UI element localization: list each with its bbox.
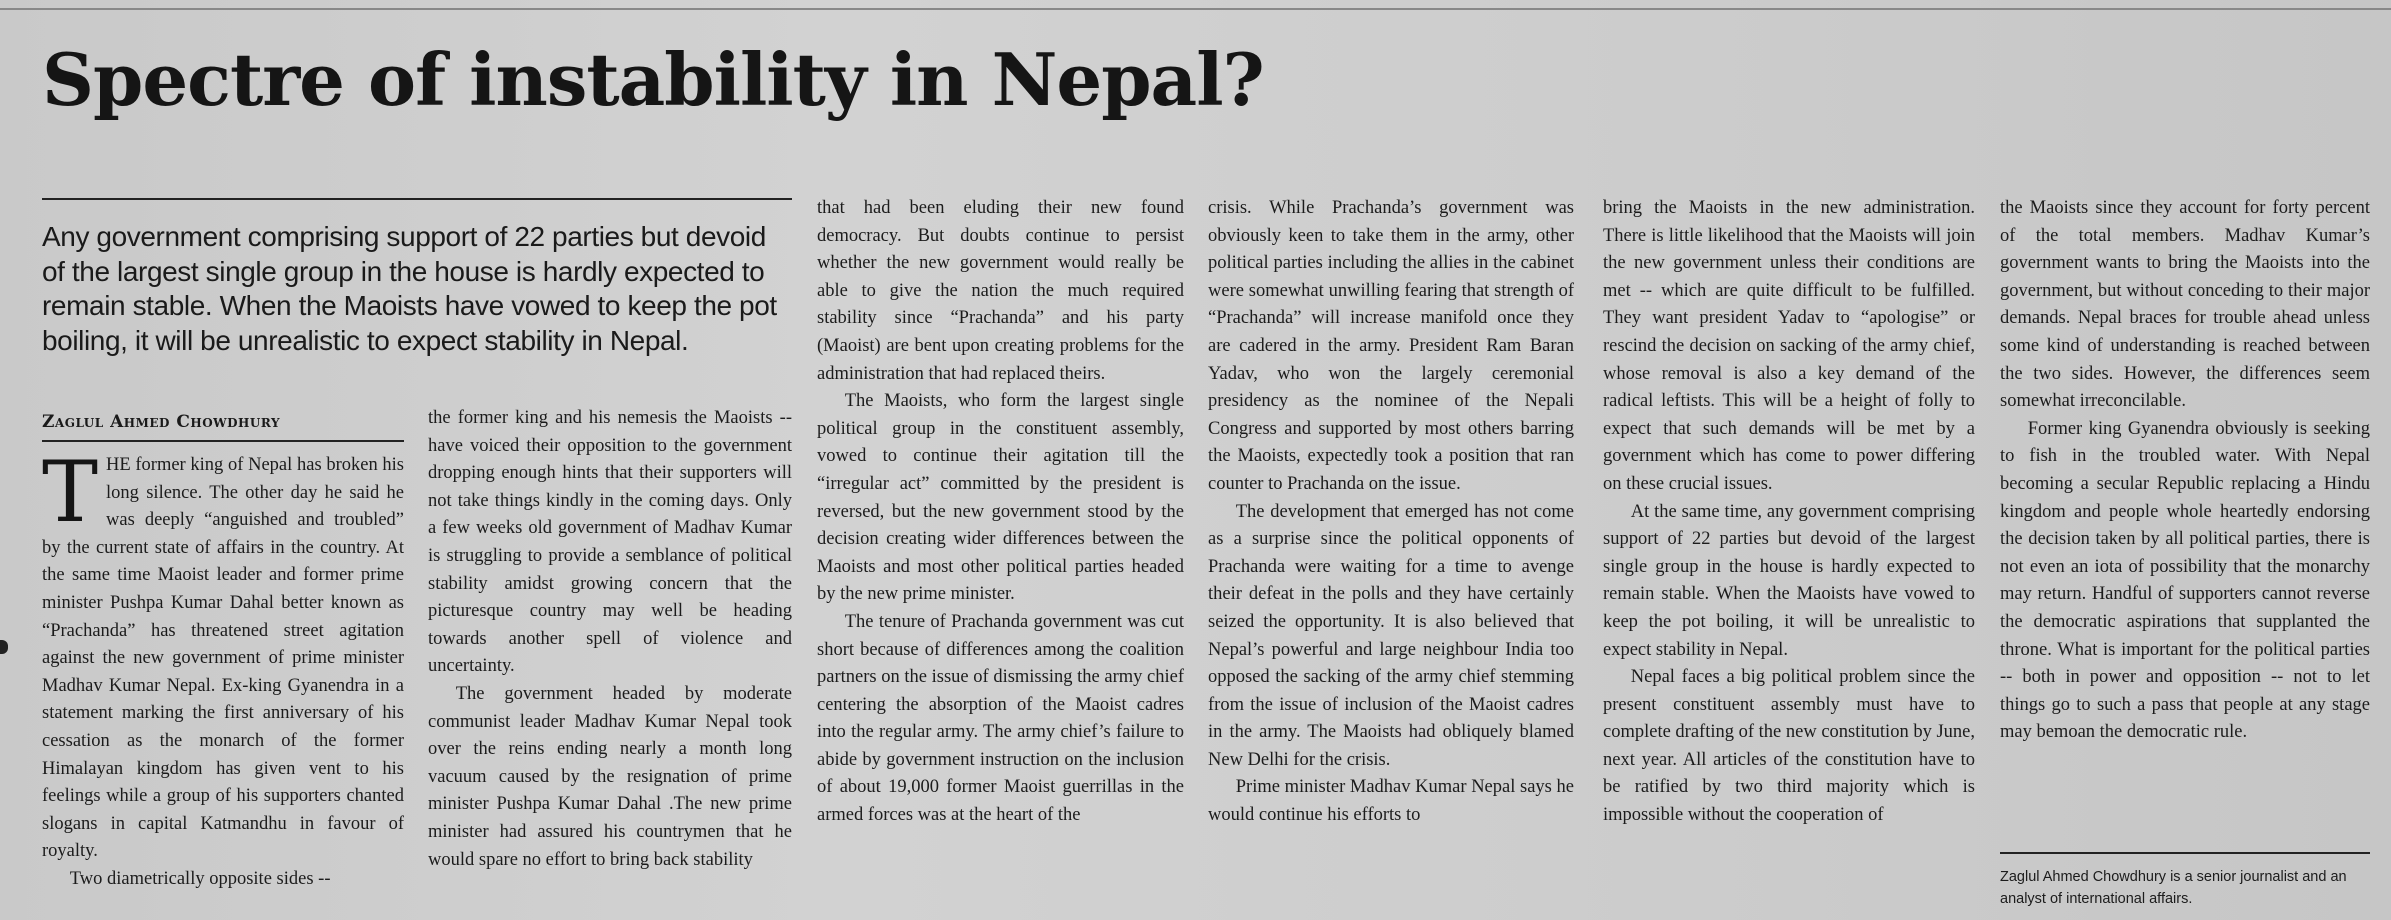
- article-column-6: [2000, 195, 2370, 845]
- paragraph: crisis. While Prachanda’s government was obviously keen to take them in the army, other political parties including the allies in the cabinet were somewhat unwilling fearing that strength of “Prachanda” will increase manifold once they are cadered in the army. President Ram Baran Yadav, who won the largely ceremonial presidency as the nominee of the Nepali Congress and supported by most others barring the Maoists, expectedly took a position that ran counter to Prachanda on the issue.: [1208, 198, 1574, 494]
- article-column-2: [428, 405, 792, 920]
- paragraph: that had been eluding their new found democracy. But doubts continue to persist whether the new government would really be able to give the nation the much required stability since “Prachanda” and his party (Maoist) are bent upon creating problems for the administration that had replaced theirs.: [817, 198, 1184, 384]
- page-edge-mark: [0, 640, 8, 654]
- paragraph: Former king Gyanendra obviously is seeking to fish in the troubled water. With Nepal becoming a secular Republic replacing a Hindu kingdom and people whole heartedly endorsing the decision taken by all political parties, there is not even an iota of possibility that the monarchy may return. Handful of supporters cannot reverse the democratic aspirations that supplanted the throne. What is important for the political parties -- both in power and opposition -- not to let things go to such a pass that people at any stage may bemoan the democratic rule.: [2000, 418, 2370, 743]
- author-bio: Zaglul Ahmed Chowdhury is a senior journalist and an analyst of international affairs.: [2000, 869, 2347, 907]
- article-column-1: [42, 452, 404, 920]
- paragraph: the Maoists since they account for forty percent of the total members. Madhav Kumar’s government wants to bring the Maoists into the government, but without conceding to their major demands. Nepal braces for trouble ahead unless some kind of understanding is reached between the two sides. However, the differences seem somewhat irreconcilable.: [2000, 198, 2370, 412]
- paragraph: Two diametrically opposite sides --: [69, 868, 331, 889]
- article-column-5: [1603, 195, 1975, 920]
- paragraph: The development that emerged has not come as a surprise since the political opponents of Prachanda were waiting for a time to avenge their defeat in the polls and they have certainly seized the opportunity. It is also believed that Nepal’s powerful and large neighbour India too opposed the sacking of the army chief stemming from the issue of inclusion of the Maoist cadres in the army. The Maoists had obliquely blamed New Delhi for the crisis.: [1208, 501, 1574, 770]
- paragraph: The government headed by moderate communist leader Madhav Kumar Nepal took over the reins ending nearly a month long vacuum caused by the resignation of prime minister Pushpa Kumar Dahal .The new prime minister had assured his countrymen that he would spare no effort to bring back stability: [428, 683, 792, 870]
- deck-top-rule: [42, 198, 792, 200]
- paragraph: [42, 452, 404, 866]
- paragraph: the former king and his nemesis the Maoists -- have voiced their opposition to the government dropping enough hints that their supporters will not take things kindly in the coming days. Only a few weeks old government of Madhav Kumar is struggling to provide a semblance of political stability amidst growing concern that the picturesque country may well be heading towards another spell of violence and uncertainty.: [428, 408, 792, 677]
- paragraph: At the same time, any government comprising support of 22 parties but devoid of the largest single group in the house is hardly expected to remain stable. When the Maoists have vowed to keep the pot boiling, it will be unrealistic to expect stability in Nepal.: [1603, 501, 1975, 660]
- drop-cap: T: [42, 452, 99, 541]
- paragraph: The tenure of Prachanda government was cut short because of differences among the coalition partners on the issue of dismissing the army chief centering the absorption of the Maoist cadres into the regular army. The army chief’s failure to abide by government instruction on the inclusion of about 19,000 former Maoist guerrillas in the armed forces was at the heart of the: [817, 611, 1184, 826]
- bio-rule: [2000, 852, 2370, 854]
- byline-rule: [42, 440, 404, 442]
- paragraph: Prime minister Madhav Kumar Nepal says he would continue his efforts to: [1208, 777, 1574, 826]
- paragraph-text: HE former king of Nepal has broken his long silence. The other day he said he was deeply “anguished and troubled” by the current state of affairs in the country. At the same time Maoist leader and former prime minister Pushpa Kumar Dahal better known as “Prachanda” has threatened street agitation against the new government of prime minister Madhav Kumar Nepal. Ex-king Gyanendra in a statement marking the first anniversary of his cessation as the monarch of the former Himalayan kingdom has given vent to his feelings while a group of his supporters chanted slogans in capital Katmandhu in favour of royalty.: [42, 455, 404, 862]
- page-top-rule: [0, 8, 2391, 10]
- byline: Zaglul Ahmed Chowdhury: [42, 412, 281, 432]
- paragraph: Nepal faces a big political problem since the present constituent assembly must have to complete drafting of the new constitution by June, next year. All articles of the constitution have to be ratified by two third majority which is impossible without the cooperation of: [1603, 667, 1975, 826]
- paragraph: The Maoists, who form the largest single political group in the constituent assembly, vowed to continue their agitation till the “irregular act” committed by the president is reversed, but the new government stood by the decision creating wider differences between the Maoists and most other political parties headed by the new prime minister.: [817, 391, 1184, 605]
- article-column-3: [817, 195, 1184, 920]
- paragraph: bring the Maoists in the new administration. There is little likelihood that the Maoists will join the new government unless their conditions are met -- which are quite difficult to be fulfilled. They want president Yadav to “apologise” or rescind the decision on sacking of the army chief, whose removal is also a key demand of the radical leftists. This will be a height of folly to expect that such demands will be met by a government which has come to power differing on these crucial issues.: [1603, 198, 1975, 494]
- article-column-4: [1208, 195, 1574, 920]
- deck-summary: Any government comprising support of 22 parties but devoid of the largest single group in the house is hardly expected to remain stable. When the Maoists have vowed to keep the pot boiling, it will be unrealistic to expect stability in Nepal.: [42, 221, 777, 356]
- headline: Spectre of instability in Nepal?: [42, 37, 1264, 122]
